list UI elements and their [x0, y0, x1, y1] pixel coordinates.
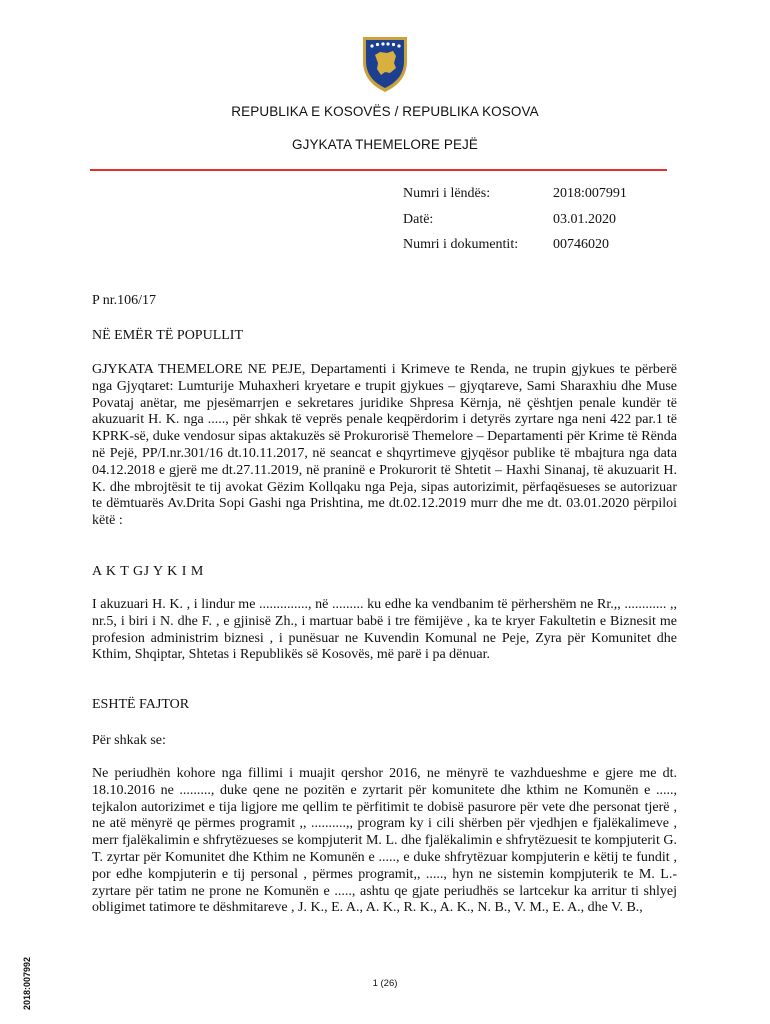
header-divider	[90, 169, 667, 171]
meta-value: 2018:007991	[553, 186, 627, 201]
meta-value: 00746020	[553, 237, 609, 252]
case-number: P nr.106/17	[92, 293, 157, 308]
kosovo-coat-of-arms-icon	[361, 33, 409, 93]
meta-value: 03.01.2020	[553, 212, 616, 227]
meta-label: Datë:	[403, 212, 434, 227]
guilty-heading: ESHTË FAJTOR	[92, 697, 190, 712]
in-name-of-people-heading: NË EMËR TË POPULLIT	[92, 328, 244, 343]
republic-title: REPUBLIKA E KOSOVËS / REPUBLIKA KOSOVA	[231, 104, 539, 119]
meta-label: Numri i lëndës:	[403, 186, 491, 201]
because-label: Për shkak se:	[92, 733, 166, 748]
verdict-heading: A K T GJ Y K I M	[92, 564, 204, 579]
accused-paragraph: I akuzuari H. K. , i lindur me .............., në ......... ku edhe ka vendbanim të përhershëm ne Rr.,, ............ ,, nr.5, i biri i N. dhe F. , e gjinisë Zh., i martuar babë i tre fëmijëve , ka te kryer Fakultetin e Biznesit me profesion administrim biznesi , i punësuar ne Kuvendin Komunal ne Peje, Zyra për Komunitet dhe Kthim, Shqiptar, Shtetas i Republikës së Kosovës, më parë i pa dënuar.	[92, 597, 677, 663]
meta-label: Numri i dokumentit:	[403, 237, 519, 252]
court-title: GJYKATA THEMELORE PEJË	[292, 137, 478, 152]
side-document-number: 2018:007992	[22, 956, 32, 1010]
facts-paragraph: Ne periudhën kohore nga fillimi i muajit qershor 2016, ne mënyrë te vazhdueshme e gjere me dt. 18.10.2016 ne ........., duke qene ne pozitën e zyrtarit për komunitete dhe kthim ne Komunën e ....., tejkalon autorizimet e tija ligjore me qellim te përfitimit te dobisë pasurore për vete dhe personat tjerë , ne atë mënyrë qe përmes programit ,, ..........,, program ky i cili shërben për vjedhjen e fjalëkalimeve , merr fjalëkalimin e shfrytëzueses se kompjuterit M. L. dhe fjalëkalimin e shfrytëzuesit te kompjuterit G. T. zyrtar për Komunitet dhe Kthim ne Komunën e ....., e duke shfrytëzuar kompjuterin e këtij te fundit , por edhe kompjuterin e tij personal , përmes programit,, ....., hyn ne sistemin kompjuterik te M. L.-zyrtare për tatim ne prone ne Komunën e ....., ashtu qe gjate periudhës se lartcekur ka arritur ti shlyej obligimet tatimore te dëshmitareve , J. K., E. A., A. K., R. K., A. K., N. B., V. M., E. A., dhe V. B.,	[92, 766, 677, 916]
page-number: 1 (26)	[372, 978, 398, 989]
intro-paragraph: GJYKATA THEMELORE NE PEJE, Departamenti i Krimeve te Renda, ne trupin gjykues te përberë nga Gjyqtaret: Lumturije Muhaxheri kryetare e trupit gjykues – gjyqtareve, Sami Sharaxhiu dhe Muse Povataj anëtar, me pjesëmarrjen e sekretares juridike Shpresa Kërnja, në çështjen penale kundër të akuzuarit H. K. nga ....., për shkak të veprës penale keqpërdorim i detyrës zyrtare nga neni 422 par.1 të KPRK-së, duke vendosur sipas aktakuzës së Prokurorisë Themelore – Departamenti për Krime të Rënda në Pejë, PP/I.nr.301/16 dt.10.11.2017, në seancat e shqyrtimeve gjyqësor publike të mbajtura nga data 04.12.2018 e gjerë me dt.27.11.2019, në praninë e Prokurorit të Shtetit – Haxhi Sinanaj, të akuzuarit H. K. dhe mbrojtësit te tij avokat Gëzim Kollqaku nga Peja, sipas autorizimit, përfaqësueses se autorizuar te dëmtuarës Av.Drita Sopi Gashi nga Prishtina, me dt.02.12.2019 murr dhe me dt. 03.01.2020 përpiloi këtë :	[92, 362, 677, 529]
